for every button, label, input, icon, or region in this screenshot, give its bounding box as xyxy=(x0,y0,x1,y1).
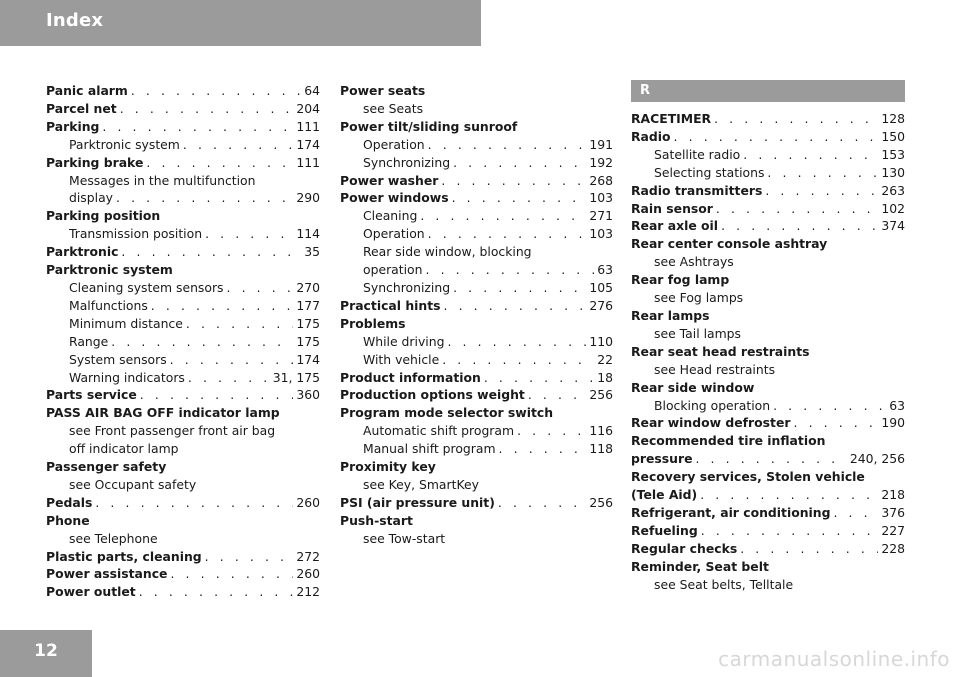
index-entry xyxy=(631,414,905,432)
index-entry-page: 103 xyxy=(589,226,613,242)
index-entry xyxy=(340,189,613,207)
index-subentry xyxy=(340,279,613,297)
index-subentry xyxy=(46,297,320,315)
dot-leader xyxy=(186,315,293,333)
dot-leader xyxy=(102,118,293,136)
index-entry-page: 270 xyxy=(296,279,320,295)
index-entry-term: Operation xyxy=(363,136,425,152)
dot-leader xyxy=(484,369,594,387)
index-entry-term: RACETIMER xyxy=(631,111,712,126)
index-entry-page: 212 xyxy=(296,584,320,600)
index-entry-term: Parts service xyxy=(46,387,137,403)
index-entry-page: 268 xyxy=(589,172,613,188)
index-entry-term: Rear window defroster xyxy=(631,415,791,431)
index-entry-term: Synchronizing xyxy=(363,154,451,170)
index-entry-page: 118 xyxy=(589,441,613,457)
index-entry-page: 150 xyxy=(881,128,905,144)
dot-leader xyxy=(714,110,878,128)
dot-leader xyxy=(170,565,293,583)
index-entry-page: 111 xyxy=(296,118,320,134)
index-heading: Power tilt/sliding sunroof xyxy=(340,118,518,134)
index-entry-page: 175 xyxy=(296,315,320,331)
index-entry-term: Cleaning xyxy=(363,208,418,224)
dot-leader xyxy=(428,136,587,154)
index-subentry xyxy=(46,369,320,387)
index-entry-term: Satellite radio xyxy=(654,146,741,162)
dot-leader xyxy=(442,351,594,369)
dot-leader xyxy=(773,397,886,415)
index-entry-term: Refueling xyxy=(631,522,698,538)
index-entry-term: Rain sensor xyxy=(631,200,713,216)
index-entry-page: 174 xyxy=(296,136,320,152)
index-entry xyxy=(631,110,905,128)
index-subentry-text: see Front passenger front air bag xyxy=(69,423,276,439)
index-entry-term: Synchronizing xyxy=(363,279,451,295)
index-entry-term: Refrigerant, air conditioning xyxy=(631,504,831,520)
index-heading: Recommended tire inflation xyxy=(631,433,826,449)
index-heading: Power seats xyxy=(340,83,426,98)
index-entry-term: Blocking operation xyxy=(654,397,771,413)
index-subentry-text: see Seat belts, Telltale xyxy=(654,576,794,592)
watermark: carmanualsonline.info xyxy=(718,647,950,671)
index-entry-term: Power washer xyxy=(340,172,439,188)
index-entry xyxy=(631,522,905,540)
index-subentry xyxy=(46,279,320,297)
dot-leader xyxy=(116,189,293,207)
index-heading: Reminder, Seat belt xyxy=(631,558,769,574)
index-entry-page: 116 xyxy=(589,423,613,439)
index-entry-term: Parktronic xyxy=(46,244,119,260)
index-subentry xyxy=(340,422,613,440)
index-entry xyxy=(46,548,320,566)
index-subentry xyxy=(46,315,320,333)
index-subentry xyxy=(340,225,613,243)
index-entry xyxy=(631,128,905,146)
index-entry-term: Selecting stations xyxy=(654,164,765,180)
index-entry-page: 256 xyxy=(589,494,613,510)
index-entry-page: 227 xyxy=(881,522,905,538)
index-entry-page: 191 xyxy=(589,136,613,152)
dot-leader xyxy=(716,200,878,218)
index-heading: Program mode selector switch xyxy=(340,405,554,421)
index-entry-page: 190 xyxy=(881,415,905,431)
dot-leader xyxy=(743,146,878,164)
dot-leader xyxy=(428,225,587,243)
index-entry xyxy=(340,369,613,387)
index-entry-term: System sensors xyxy=(69,351,167,367)
dot-leader xyxy=(517,422,586,440)
index-entry-term: With vehicle xyxy=(363,351,440,367)
index-entry-term: Range xyxy=(69,333,109,349)
dot-leader xyxy=(453,279,586,297)
index-subentry xyxy=(631,164,905,182)
dot-leader xyxy=(441,172,586,190)
dot-leader xyxy=(700,486,878,504)
index-entry xyxy=(46,82,320,100)
index-entry xyxy=(631,540,905,558)
index-heading: Rear seat head restraints xyxy=(631,343,810,359)
index-entry-page: 18 xyxy=(597,369,613,385)
index-entry-page: 31, 175 xyxy=(272,369,320,385)
dot-leader xyxy=(721,217,878,235)
dot-leader xyxy=(444,297,587,315)
index-entry-term: PSI (air pressure unit) xyxy=(340,494,495,510)
index-entry-page: 276 xyxy=(589,297,613,313)
index-entry-term: Transmission position xyxy=(69,226,203,242)
index-entry-page: 192 xyxy=(589,154,613,170)
index-entry-term: Operation xyxy=(363,226,425,242)
index-entry-term: Practical hints xyxy=(340,297,441,313)
index-entry-page: 130 xyxy=(881,164,905,180)
index-entry-term: Malfunctions xyxy=(69,297,148,313)
index-heading: Rear fog lamp xyxy=(631,272,730,288)
index-subentry xyxy=(46,225,320,243)
index-entry xyxy=(631,217,905,235)
dot-leader xyxy=(452,189,587,207)
index-heading: Problems xyxy=(340,315,406,331)
index-heading: Recovery services, Stolen vehicle xyxy=(631,469,865,485)
index-subentry-text: see Head restraints xyxy=(654,361,776,377)
index-subentry-text: Messages in the multifunction xyxy=(69,172,256,188)
dot-leader xyxy=(227,279,294,297)
index-entry-page: 175 xyxy=(296,333,320,349)
index-entry xyxy=(631,450,905,468)
index-heading: PASS AIR BAG OFF indicator lamp xyxy=(46,405,280,421)
dot-leader xyxy=(447,333,586,351)
index-entry-term: Manual shift program xyxy=(363,441,496,457)
dot-leader xyxy=(183,136,293,154)
dot-leader xyxy=(131,82,301,100)
dot-leader xyxy=(120,100,294,118)
index-entry-page: 256 xyxy=(589,387,613,403)
index-entry xyxy=(340,494,613,512)
index-entry-page: 228 xyxy=(881,540,905,556)
index-entry-page: 63 xyxy=(889,397,905,413)
index-subentry xyxy=(340,207,613,225)
index-entry-term: Radio xyxy=(631,128,671,144)
dot-leader xyxy=(111,333,293,351)
index-entry-page: 35 xyxy=(304,244,320,260)
index-entry-page: 102 xyxy=(881,200,905,216)
index-entry xyxy=(631,504,905,522)
index-entry-page: 174 xyxy=(296,351,320,367)
index-entry-term: Power windows xyxy=(340,190,449,206)
index-entry-term: Product information xyxy=(340,369,481,385)
dot-leader xyxy=(139,583,294,601)
index-entry-page: 376 xyxy=(881,504,905,520)
index-entry-page: 271 xyxy=(589,208,613,224)
index-column-3 xyxy=(631,82,905,593)
dot-leader xyxy=(499,440,587,458)
index-entry-page: 260 xyxy=(296,494,320,510)
index-subentry xyxy=(631,397,905,415)
index-heading: Rear side window xyxy=(631,379,755,395)
page-number-box xyxy=(0,630,92,677)
index-entry xyxy=(46,386,320,404)
index-entry xyxy=(46,565,320,583)
dot-leader xyxy=(701,522,879,540)
index-entry-term: operation xyxy=(363,262,423,278)
dot-leader xyxy=(140,386,294,404)
index-entry-term: Cleaning system sensors xyxy=(69,279,224,295)
index-entry-page: 103 xyxy=(589,190,613,206)
index-subentry-text: see Fog lamps xyxy=(654,290,744,306)
index-heading: Parktronic system xyxy=(46,262,173,278)
index-entry-term: Radio transmitters xyxy=(631,182,763,198)
dot-leader xyxy=(420,207,586,225)
index-heading: Parking position xyxy=(46,208,161,224)
index-entry-page: 260 xyxy=(296,566,320,582)
page-title: Index xyxy=(46,10,104,31)
dot-leader xyxy=(695,450,846,468)
index-column-1 xyxy=(46,82,320,601)
index-subentry xyxy=(340,136,613,154)
index-heading: Rear center console ashtray xyxy=(631,236,828,252)
index-entry-term: Parcel net xyxy=(46,100,117,116)
dot-leader xyxy=(146,154,293,172)
dot-leader xyxy=(170,351,294,369)
index-entry-page: 114 xyxy=(296,226,320,242)
index-entry xyxy=(340,172,613,190)
dot-leader xyxy=(833,504,878,522)
index-entry-term: pressure xyxy=(631,451,693,467)
page-number: 12 xyxy=(34,641,58,661)
index-entry xyxy=(46,154,320,172)
index-entry-term: Parking xyxy=(46,118,100,134)
index-entry-term: Pedals xyxy=(46,494,93,510)
dot-leader xyxy=(151,297,294,315)
index-entry-term: Production options weight xyxy=(340,387,525,403)
index-entry xyxy=(46,100,320,118)
index-heading: Proximity key xyxy=(340,459,436,475)
dot-leader xyxy=(765,182,878,200)
index-entry xyxy=(340,297,613,315)
index-entry-page: 153 xyxy=(881,146,905,162)
index-entry xyxy=(631,200,905,218)
index-heading: Push-start xyxy=(340,512,413,528)
index-entry-page: 240, 256 xyxy=(849,451,905,467)
index-subentry xyxy=(46,189,320,207)
index-entry xyxy=(46,494,320,512)
dot-leader xyxy=(205,225,293,243)
index-entry-term: (Tele Aid) xyxy=(631,487,698,503)
index-entry-page: 272 xyxy=(296,548,320,564)
index-subentry xyxy=(340,154,613,172)
index-entry-term: Regular checks xyxy=(631,540,738,556)
dot-leader xyxy=(740,540,878,558)
index-subentry xyxy=(46,333,320,351)
index-subentry-text: Rear side window, blocking xyxy=(363,244,532,260)
dot-leader xyxy=(121,243,301,261)
index-entry-term: Rear axle oil xyxy=(631,218,719,234)
index-subentry-text: off indicator lamp xyxy=(69,441,179,457)
index-entry-page: 64 xyxy=(304,83,320,98)
index-heading: Phone xyxy=(46,512,90,528)
index-subentry-text: see Ashtrays xyxy=(654,254,734,270)
dot-leader xyxy=(767,164,878,182)
index-entry-term: Panic alarm xyxy=(46,83,128,98)
index-entry-page: 63 xyxy=(597,262,613,278)
index-heading: Rear lamps xyxy=(631,307,710,323)
index-entry xyxy=(340,386,613,404)
index-subentry xyxy=(46,351,320,369)
index-entry xyxy=(46,243,320,261)
index-entry-term: Automatic shift program xyxy=(363,423,515,439)
dot-leader xyxy=(426,261,595,279)
dot-leader xyxy=(453,154,586,172)
index-entry-page: 177 xyxy=(296,297,320,313)
index-subentry-text: see Seats xyxy=(363,100,424,116)
index-subentry-text: see Tow-start xyxy=(363,530,446,546)
index-entry-term: Power assistance xyxy=(46,566,168,582)
index-entry-page: 105 xyxy=(589,279,613,295)
index-entry-term: Parktronic system xyxy=(69,136,180,152)
index-subentry-text: see Telephone xyxy=(69,530,158,546)
index-entry-page: 204 xyxy=(296,100,320,116)
index-subentry-text: see Occupant safety xyxy=(69,476,197,492)
index-entry-page: 110 xyxy=(589,333,613,349)
section-letter-header: R xyxy=(631,80,905,102)
index-subentry-text: see Tail lamps xyxy=(654,325,741,341)
index-entry-term: Power outlet xyxy=(46,584,136,600)
index-subentry xyxy=(340,261,613,279)
index-entry-page: 111 xyxy=(296,154,320,170)
dot-leader xyxy=(95,494,293,512)
index-entry-term: Minimum distance xyxy=(69,315,183,331)
dot-leader xyxy=(674,128,879,146)
index-subentry xyxy=(340,351,613,369)
index-entry-page: 128 xyxy=(881,111,905,126)
index-entry-term: Parking brake xyxy=(46,154,144,170)
index-entry-page: 22 xyxy=(597,351,613,367)
dot-leader xyxy=(794,414,879,432)
dot-leader xyxy=(188,369,270,387)
index-entry-page: 290 xyxy=(296,190,320,206)
index-entry xyxy=(631,182,905,200)
index-subentry xyxy=(340,333,613,351)
index-entry-term: Warning indicators xyxy=(69,369,185,385)
index-entry-page: 360 xyxy=(296,387,320,403)
index-entry xyxy=(46,583,320,601)
index-entry-page: 218 xyxy=(881,487,905,503)
index-subentry xyxy=(340,440,613,458)
index-entry-term: Plastic parts, cleaning xyxy=(46,548,202,564)
index-heading: Passenger safety xyxy=(46,459,167,475)
index-entry xyxy=(46,118,320,136)
dot-leader xyxy=(498,494,586,512)
index-entry-page: 374 xyxy=(881,218,905,234)
header-bar xyxy=(0,0,481,46)
index-entry xyxy=(631,486,905,504)
index-column-2 xyxy=(340,82,613,548)
index-entry-page: 263 xyxy=(881,182,905,198)
index-entry-term: display xyxy=(69,190,113,206)
index-subentry xyxy=(631,146,905,164)
index-entry-term: While driving xyxy=(363,333,445,349)
dot-leader xyxy=(205,548,294,566)
index-subentry-text: see Key, SmartKey xyxy=(363,476,479,492)
dot-leader xyxy=(528,386,587,404)
index-subentry xyxy=(46,136,320,154)
